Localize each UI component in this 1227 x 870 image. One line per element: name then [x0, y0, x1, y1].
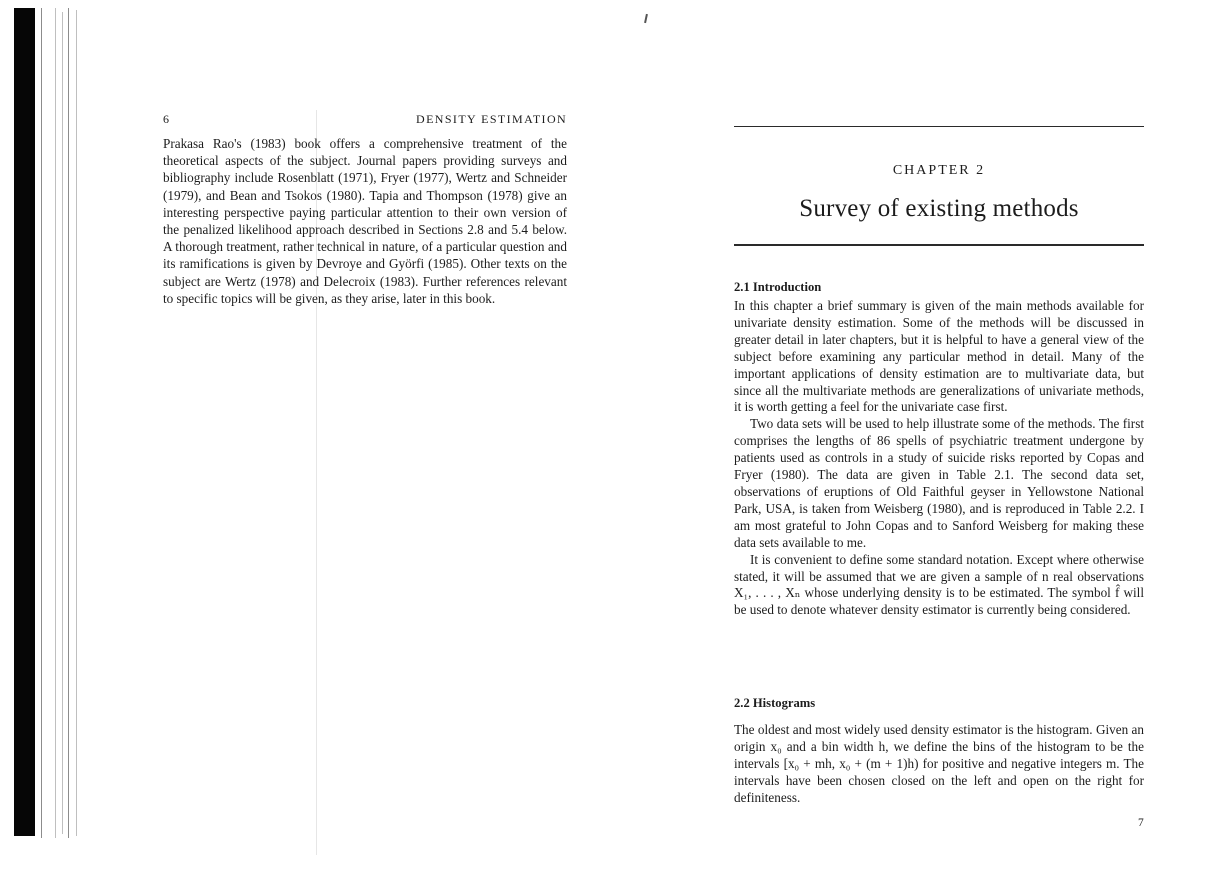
scan-line	[68, 8, 69, 838]
left-page-number: 6	[163, 112, 169, 126]
scan-binding-edge	[14, 8, 35, 836]
paragraph: It is convenient to define some standard notation. Except where otherwise stated, it will be assumed that we are given a sample of n real observations X₁, . . . , Xₙ whose underlying density is to be estimated. The symbol f̂ will be used to denote whatever density estimator is currently being considered.	[734, 551, 1144, 618]
left-running-title: DENSITY ESTIMATION	[416, 112, 568, 126]
section-heading-histograms: 2.2 Histograms	[734, 696, 816, 710]
paragraph: Two data sets will be used to help illustrate some of the methods. The first comprises the lengths of 86 spells of psychiatric treatment undergone by patients used as controls in a study of suicide risks reported by Copas and Fryer (1980). The data are given in Table 2.1. The second data set, observations of eruptions of Old Faithful geyser in Yellowstone National Park, USA, is taken from Weisberg (1980), and is reproduced in Table 2.2. I am most grateful to John Copas and to Sanford Weisberg for making these data sets available to me.	[734, 416, 1144, 550]
scan-line	[76, 10, 77, 836]
scan-line	[55, 8, 56, 838]
paragraph: The oldest and most widely used density estimator is the histogram. Given an origin x₀ and a bin width h, we define the bins of the histogram to be the intervals [x₀ + mh, x₀ + (m + 1)h) for positive and negative integers m. The intervals have been chosen closed on the left and open on the right for definiteness.	[734, 722, 1144, 805]
chapter-top-rule	[734, 126, 1144, 127]
section-heading-introduction: 2.1 Introduction	[734, 280, 822, 294]
scan-line	[41, 8, 42, 838]
scan-speck	[644, 14, 648, 23]
chapter-bottom-rule	[734, 244, 1144, 246]
chapter-label: CHAPTER 2	[892, 163, 986, 178]
paragraph: In this chapter a brief summary is given of the main methods available for univariate density estimation. Some of the methods will be discussed in greater detail in later chapters, but it is helpful to have a general view of the subject before examining any particular method in detail. Many of the important applications of density estimation are to multivariate data, but since all the multivariate methods are generalizations of univariate methods, it is worth getting a feel for the univariate case first.	[734, 298, 1144, 415]
right-page-number: 7	[1138, 817, 1144, 829]
chapter-title: Survey of existing methods	[799, 195, 1079, 222]
section-body-introduction	[734, 298, 1144, 619]
section-body-histograms	[734, 722, 1144, 807]
left-page-paragraph: Prakasa Rao's (1983) book offers a comprehensive treatment of the theoretical aspects of the subject. Journal papers providing surveys and bibliography include Rosenblatt (1971), Fryer (1977), Wertz and Schneider (1979), and Bean and Tsokos (1980). Tapia and Thompson (1978) give an interesting perspective paying particular attention to their own version of the penalized likelihood approach described in Sections 2.8 and 5.4 below. A thorough treatment, rather technical in nature, of a particular question and its ramifications is given by Devroye and Györfi (1985). Other texts on the subject are Wertz (1978) and Delecroix (1983). Further references relevant to specific topics will be given, as they arise, later in this book.	[163, 136, 567, 306]
scan-line	[62, 12, 63, 834]
